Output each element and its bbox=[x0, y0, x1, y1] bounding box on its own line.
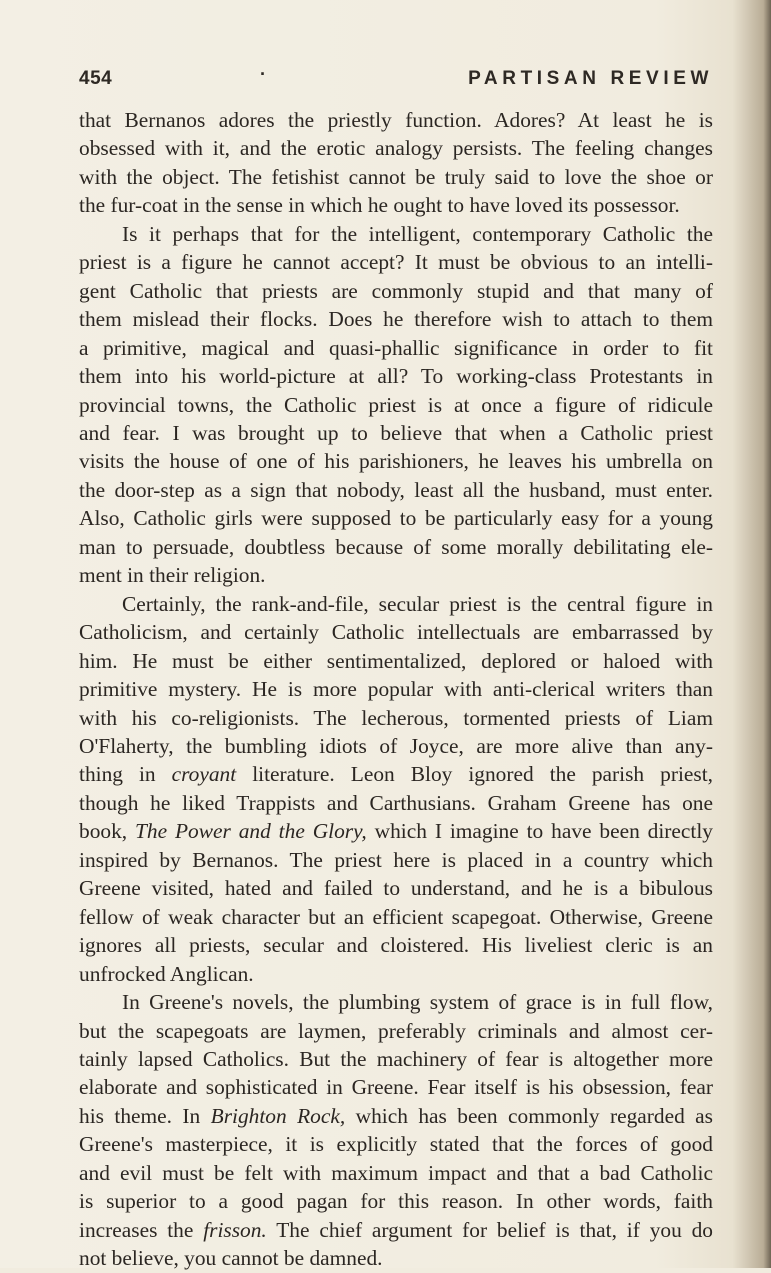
text-line: visits the house of one of his parishioners, he leaves his umbrella on bbox=[79, 449, 713, 474]
paragraph bbox=[79, 106, 713, 220]
text-line: primitive mystery. He is more popular with anti-clerical writers than bbox=[79, 677, 713, 702]
journal-title: PARTISAN REVIEW bbox=[468, 68, 713, 89]
page-number: 454 bbox=[79, 68, 113, 89]
text-line: not believe, you cannot be damned. bbox=[79, 1246, 383, 1271]
text-line: tainly lapsed Catholics. But the machinery of fear is altogether more bbox=[79, 1046, 713, 1071]
text-line: fellow of weak character but an efficient scapegoat. Otherwise, Greene bbox=[79, 904, 713, 929]
text-line: ignores all priests, secular and cloistered. His liveliest cleric is an bbox=[79, 933, 713, 958]
text-line: his theme. In Brighton Rock, which has been commonly regarded as bbox=[79, 1103, 713, 1128]
text-line: though he liked Trappists and Carthusians. Graham Greene has one bbox=[79, 790, 713, 815]
body-text bbox=[79, 106, 713, 1273]
text-line: provincial towns, the Catholic priest is at once a figure of ridicule bbox=[79, 392, 713, 417]
text-line: unfrocked Anglican. bbox=[79, 961, 254, 986]
text-line: priest is a figure he cannot accept? It must be obvious to an intelli- bbox=[79, 250, 713, 275]
text-line: thing in croyant literature. Leon Bloy ignored the parish priest, bbox=[79, 762, 713, 787]
text-line: obsessed with it, and the erotic analogy persists. The feeling changes bbox=[79, 136, 713, 161]
paragraph bbox=[79, 220, 713, 590]
text-line: ment in their religion. bbox=[79, 563, 266, 588]
text-line: the fur-coat in the sense in which he ought to have loved its possessor. bbox=[79, 193, 680, 218]
text-line: In Greene's novels, the plumbing system of grace is in full flow, bbox=[122, 990, 713, 1015]
header-separator: · bbox=[260, 64, 266, 84]
text-line: increases the frisson. The chief argument for belief is that, if you do bbox=[79, 1217, 713, 1242]
text-line: that Bernanos adores the priestly function. Adores? At least he is bbox=[79, 108, 713, 132]
text-line: elaborate and sophisticated in Greene. Fear itself is his obsession, fear bbox=[79, 1075, 713, 1100]
text-line: inspired by Bernanos. The priest here is placed in a country which bbox=[79, 847, 713, 872]
text-line: Greene's masterpiece, it is explicitly stated that the forces of good bbox=[79, 1132, 713, 1157]
text-line: them into his world-picture at all? To working-class Protestants in bbox=[79, 364, 713, 389]
text-line: a primitive, magical and quasi-phallic significance in order to fit bbox=[79, 335, 713, 360]
text-line: and fear. I was brought up to believe that when a Catholic priest bbox=[79, 420, 713, 445]
text-line: is superior to a good pagan for this reason. In other words, faith bbox=[79, 1189, 713, 1214]
text-line: gent Catholic that priests are commonly stupid and that many of bbox=[79, 278, 713, 303]
text-line: O'Flaherty, the bumbling idiots of Joyce, are more alive than any- bbox=[79, 733, 713, 758]
italic-title: The Power and the Glory, bbox=[135, 819, 367, 844]
italic-title: Brighton Rock, bbox=[210, 1103, 346, 1128]
text-line: him. He must be either sentimentalized, deplored or haloed with bbox=[79, 648, 713, 673]
text-line: Greene visited, hated and failed to understand, and he is a bibulous bbox=[79, 876, 713, 901]
text-line: with his co-religionists. The lecherous, tormented priests of Liam bbox=[79, 705, 713, 730]
text-line: book, The Power and the Glory, which I imagine to have been directly bbox=[79, 819, 713, 844]
text-line: and evil must be felt with maximum impact and that a bad Catholic bbox=[79, 1160, 713, 1185]
paragraph bbox=[79, 988, 713, 1273]
text-line: Also, Catholic girls were supposed to be particularly easy for a young bbox=[79, 506, 713, 531]
text-line: with the object. The fetishist cannot be truly said to love the shoe or bbox=[79, 164, 713, 189]
text-line: Certainly, the rank-and-file, secular priest is the central figure in bbox=[122, 591, 713, 616]
text-line: Is it perhaps that for the intelligent, contemporary Catholic the bbox=[122, 221, 713, 246]
text-line: the door-step as a sign that nobody, least all the husband, must enter. bbox=[79, 477, 713, 502]
text-line: but the scapegoats are laymen, preferably criminals and almost cer- bbox=[79, 1018, 713, 1043]
text-line: man to persuade, doubtless because of some morally debilitating ele- bbox=[79, 534, 713, 559]
text-line: them mislead their flocks. Does he therefore wish to attach to them bbox=[79, 307, 713, 332]
running-header bbox=[79, 66, 713, 96]
text-line: Catholicism, and certainly Catholic intellectuals are embarrassed by bbox=[79, 620, 713, 645]
italic-title: croyant bbox=[171, 762, 237, 787]
italic-title: frisson. bbox=[203, 1217, 267, 1242]
paragraph bbox=[79, 590, 713, 988]
